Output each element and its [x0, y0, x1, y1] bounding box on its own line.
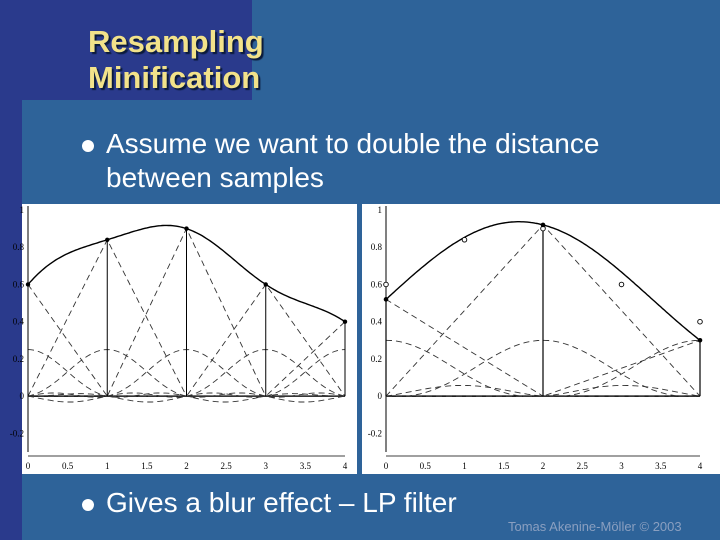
page-title: [88, 24, 264, 96]
x-tick-label: 2: [184, 461, 189, 471]
original-sample-point: [619, 282, 624, 287]
title-line-2: Minification: [88, 60, 261, 95]
x-tick-label: 1: [462, 461, 467, 471]
x-tick-label: 3: [263, 461, 268, 471]
y-tick-label: 0.4: [12, 316, 24, 327]
y-tick-label: 0: [19, 391, 24, 402]
sample-point: [105, 238, 109, 242]
title-line-1: Resampling: [88, 24, 264, 59]
y-tick-label: -0.2: [9, 428, 24, 439]
chart-original-svg: [9, 204, 357, 474]
x-tick-label: 1.5: [141, 461, 153, 471]
y-tick-label: 1: [377, 205, 382, 215]
x-tick-label: 4: [697, 461, 703, 471]
x-tick-label: 1: [105, 461, 110, 471]
resampled-point: [698, 338, 703, 343]
x-tick-label: 0.5: [419, 461, 431, 471]
original-sample-point: [384, 282, 389, 287]
bullet-dot-icon: [82, 499, 94, 511]
bullet-1-line-1: Assume we want to double the distance: [106, 128, 600, 159]
chart-resampled-svg: [362, 204, 720, 474]
original-sample-point: [462, 237, 467, 242]
x-tick-label: 2.5: [576, 461, 588, 471]
credit-footer: Tomas Akenine-Möller © 2003: [508, 519, 682, 534]
sample-point: [264, 282, 268, 286]
x-tick-label: 4: [342, 461, 348, 471]
x-tick-label: 3.5: [655, 461, 667, 471]
y-tick-label: -0.2: [367, 428, 382, 439]
bullet-dot-icon: [82, 140, 94, 152]
y-tick-label: 1: [19, 205, 24, 215]
x-tick-label: 0: [383, 461, 389, 471]
y-tick-label: 0.8: [12, 242, 24, 253]
x-tick-label: 1.5: [498, 461, 510, 471]
x-tick-label: 3.5: [299, 461, 311, 471]
x-tick-label: 2.5: [220, 461, 232, 471]
y-tick-label: 0.6: [370, 279, 382, 290]
resampled-point: [541, 223, 546, 228]
y-tick-label: 0.8: [370, 242, 382, 253]
resampled-point: [384, 297, 389, 302]
bullet-1-line-2: between samples: [106, 162, 324, 193]
x-tick-label: 0: [25, 461, 31, 471]
sample-point: [343, 319, 347, 323]
y-tick-label: 0.4: [370, 316, 382, 327]
sample-point: [26, 282, 30, 286]
x-tick-label: 2: [540, 461, 546, 471]
sample-point: [184, 226, 188, 230]
chart-resampled: [362, 204, 720, 474]
y-tick-label: 0.2: [12, 353, 24, 364]
bullet-2-line-1: Gives a blur effect – LP filter: [106, 487, 457, 518]
y-tick-label: 0: [377, 391, 382, 402]
x-tick-label: 3: [619, 461, 624, 471]
y-tick-label: 0.2: [370, 353, 382, 364]
chart-original: [9, 204, 357, 474]
x-tick-label: 0.5: [62, 461, 74, 471]
original-sample-point: [698, 319, 703, 324]
y-tick-label: 0.6: [12, 279, 24, 290]
